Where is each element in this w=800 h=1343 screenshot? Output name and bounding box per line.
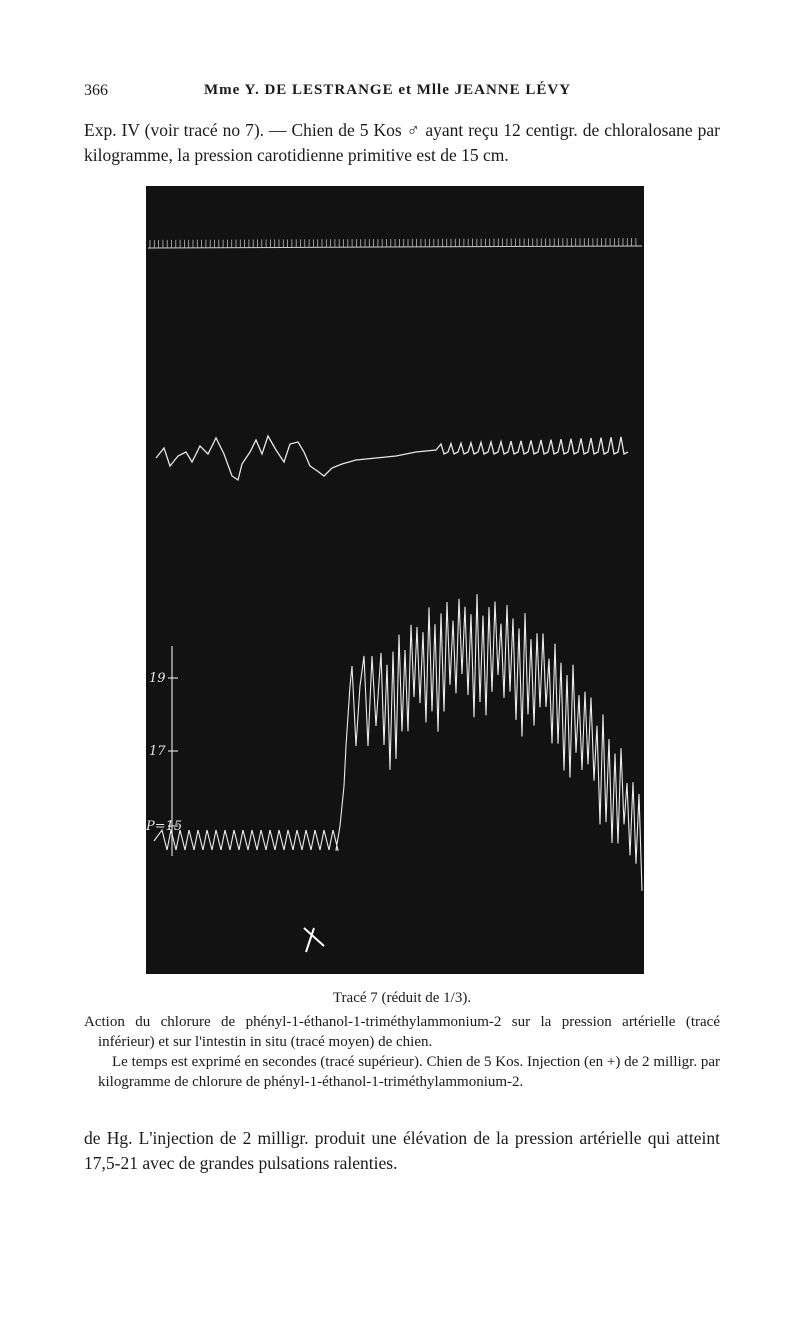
scale-label-15: P=15 (146, 819, 183, 834)
scale-label-19: 19 (149, 671, 166, 686)
figure-background (146, 186, 644, 974)
intro-paragraph: Exp. IV (voir tracé no 7). — Chien de 5 Kos ♂ ayant reçu 12 centigr. de chloralosane par kilogramme, la pression carotidienne primitive est de 15 cm. (84, 120, 720, 165)
figure-caption (84, 1012, 720, 1092)
kymograph-figure (146, 186, 644, 974)
scale-label-17: 17 (149, 744, 166, 759)
caption-paragraph-1: Action du chlorure de phényl-1-éthanol-1-triméthylammonium-2 sur la pression artérielle (tracé inférieur) et sur l'intestin in situ (tracé moyen) de chien. (84, 1014, 720, 1050)
body-paragraph (84, 1126, 720, 1176)
figure-caption-title: Tracé 7 (réduit de 1/3). (332, 990, 472, 1006)
page-number: 366 (84, 82, 108, 99)
page-header (84, 82, 720, 106)
running-title: Mme Y. DE LESTRANGE et Mlle JEANNE LÉVY (204, 82, 572, 98)
body-text: de Hg. L'injection de 2 milligr. produit une élévation de la pression artérielle qui atteint 17,5-21 avec de grandes pulsations ralenties. (84, 1128, 720, 1173)
caption-paragraph-2: Le temps est exprimé en secondes (tracé supérieur). Chien de 5 Kos. Injection (en +) de 2 milligr. par kilogramme de chlorure de phényl-1-éthanol-1-triméthylammonium-2. (98, 1054, 720, 1090)
kymograph-tracing (146, 186, 644, 974)
